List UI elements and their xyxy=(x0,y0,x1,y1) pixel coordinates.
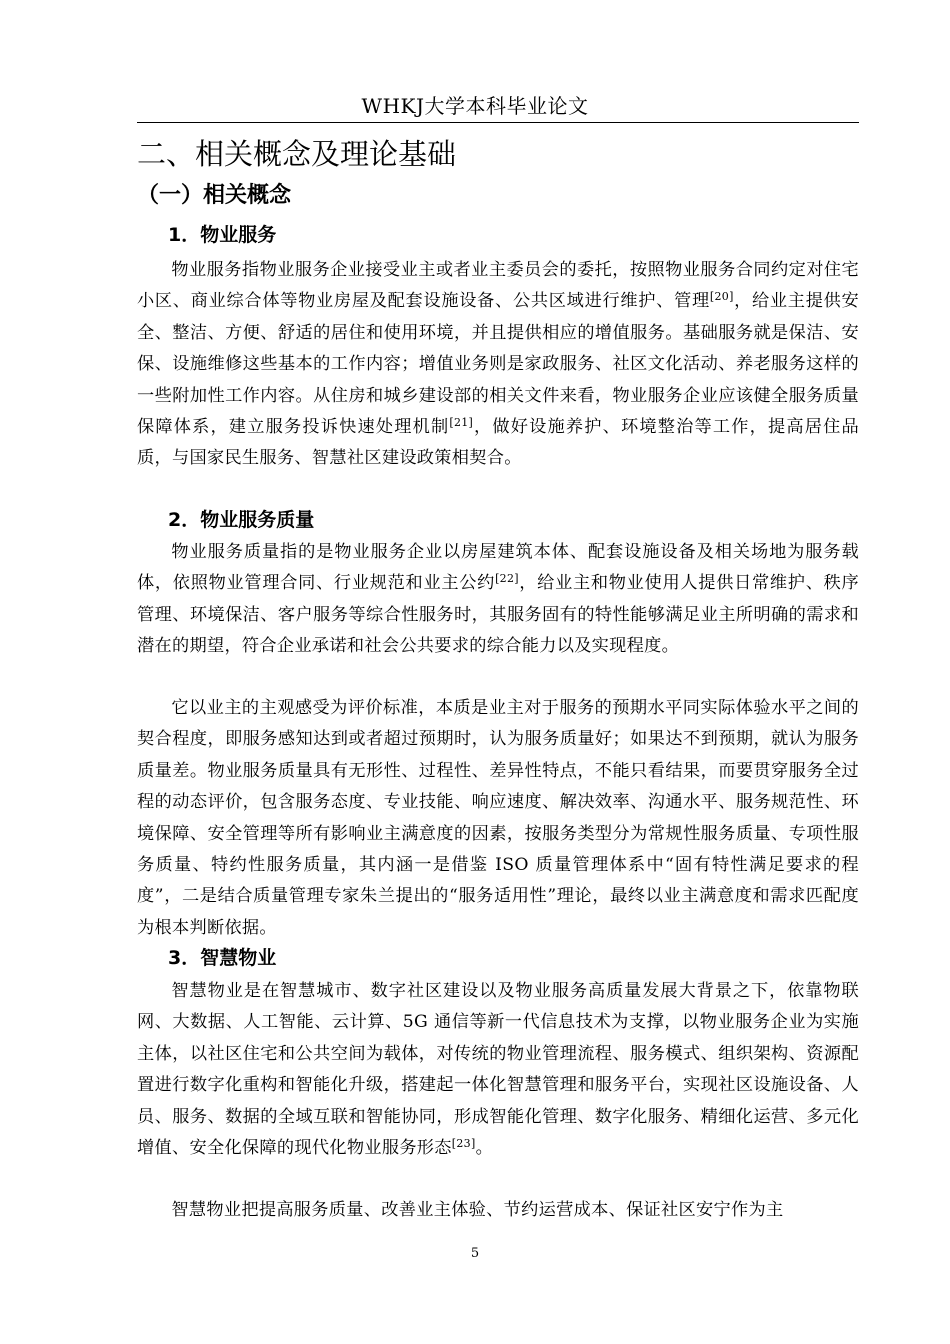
subsection-title: 2．物业服务质量 xyxy=(168,509,315,531)
paragraph-text: 物业服务质量指的是物业服务企业以房屋建筑本体、配套设施设备及相关场地为服务载体，依照物业管理合同、行业规范和业主公约 xyxy=(137,542,859,594)
paragraph xyxy=(137,537,859,663)
citation-ref: [20] xyxy=(709,290,734,304)
header-rule xyxy=(137,122,859,123)
paragraph xyxy=(137,1195,859,1226)
paragraph-text: ，给业主和物业使用人提供日常维护、秩序管理、环境保洁、客户服务等综合性服务时，其服务固有的特性能够满足业主所明确的需求和潜在的期望，符合企业承诺和社会公共要求的综合能力以及实现程度。 xyxy=(137,573,859,657)
subsection-title: 3．智慧物业 xyxy=(168,947,277,969)
paragraph xyxy=(137,693,859,944)
citation-ref: [23] xyxy=(451,1137,476,1151)
paragraph-text: 智慧物业是在智慧城市、数字社区建设以及物业服务高质量发展大背景之下，依靠物联网、大数据、人工智能、云计算、5G 通信等新一代信息技术为支撑，以物业服务企业为实施主体，以社区住宅和公共空间为载体，对传统的物业管理流程、服务模式、组织架构、资源配置进行数字化重构和智能化升级，搭建起一体化智慧管理和服务平台，实现社区设施设备、人员、服务、数据的全域互联和智能协同，形成智能化管理、数字化服务、精细化运营、多元化增值、安全化保障的现代化物业服务形态 xyxy=(137,981,859,1159)
paragraph-text: 智慧物业把提高服务质量、改善业主体验、节约运营成本、保证社区安宁作为主 xyxy=(171,1200,784,1220)
paragraph xyxy=(137,976,859,1164)
chapter-title: 二、相关概念及理论基础 xyxy=(137,137,457,171)
section-title: （一）相关概念 xyxy=(137,183,292,208)
paragraph-text: 。 xyxy=(475,1138,494,1159)
subsection-title: 1．物业服务 xyxy=(168,224,277,246)
paragraph xyxy=(137,255,859,475)
citation-ref: [22] xyxy=(495,572,519,586)
paragraph-text: ，做好设施养护、环境整治等工作，提高居住品质，与国家民生服务、智慧社区建设政策相契合。 xyxy=(137,417,859,469)
page-number: 5 xyxy=(470,1246,480,1261)
paragraph-text: 物业服务指物业服务企业接受业主或者业主委员会的委托，按照物业服务合同约定对住宅小区、商业综合体等物业房屋及配套设施设备、公共区域进行维护、管理 xyxy=(137,260,859,312)
running-header xyxy=(0,92,950,120)
paragraph-text: 它以业主的主观感受为评价标准，本质是业主对于服务的预期水平同实际体验水平之间的契合程度，即服务感知达到或者超过预期时，认为服务质量好；如果达不到预期，就认为服务质量差。物业服务质量具有无形性、过程性、差异性特点，不能只看结果，而要贯穿服务全过程的动态评价，包含服务态度、专业技能、响应速度、解决效率、沟通水平、服务规范性、环境保障、安全管理等所有影响业主满意度的因素，按服务类型分为常规性服务质量、专项性服务质量、特约性服务质量，其内涵一是借鉴 ISO 质量管理体系中“固有特性满足要求的程度”，二是结合质量管理专家朱兰提出的“服务适用性”理论，最终以业主满意度和需求匹配度为根本判断依据。 xyxy=(137,698,859,938)
citation-ref: [21] xyxy=(449,416,474,430)
running-header-title: WHKJ大学本科毕业论文 xyxy=(361,94,589,118)
paragraph-text: ，给业主提供安全、整洁、方便、舒适的居住和使用环境，并且提供相应的增值服务。基础服务就是保洁、安保、设施维修这些基本的工作内容；增值业务则是家政服务、社区文化活动、养老服务这样的一些附加性工作内容。从住房和城乡建设部的相关文件来看，物业服务企业应该健全服务质量保障体系，建立服务投诉快速处理机制 xyxy=(137,291,859,438)
